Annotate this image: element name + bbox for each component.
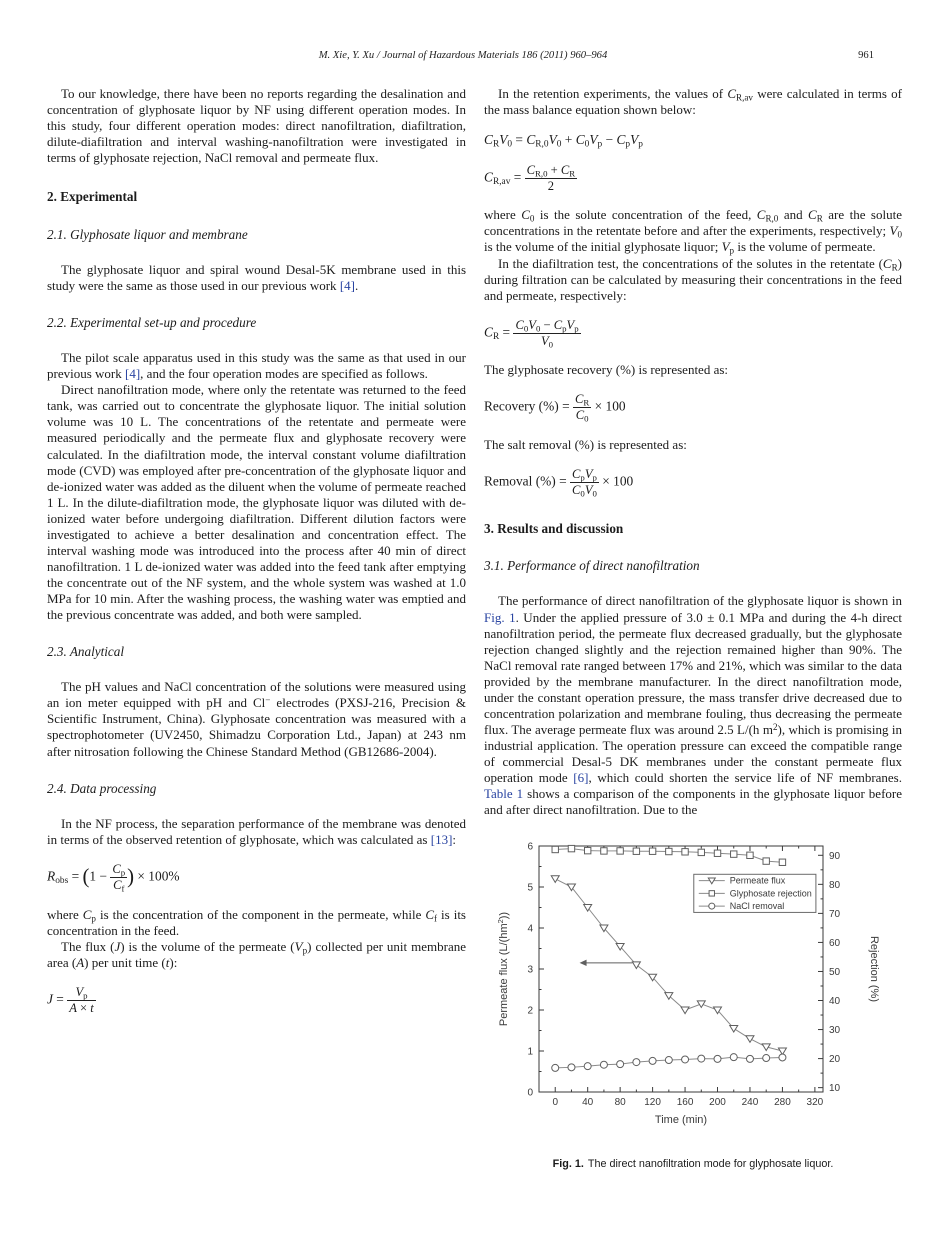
paragraph-2-4-c: The flux (J) is the volume of the permeate $(V_p)$ collected per unit membrane area (A) per unit time (t): — [47, 938, 466, 970]
figure-caption-text: The direct nanofiltration mode for glyphosate liquor. — [587, 1158, 834, 1171]
y-right-tick-label: 70 — [829, 909, 841, 921]
x-tick-label: 0 — [552, 1097, 559, 1109]
y-left-axis-title: Permeate flux $(L/(hm^2))$ — [496, 912, 510, 1027]
x-tick-label: 160 — [676, 1097, 694, 1109]
subsection-heading-3-1: 3.1. Performance of direct nanofiltration — [484, 558, 700, 574]
subsection-heading-2-1: 2.1. Glyphosate liquor and membrane — [47, 226, 248, 242]
equation-observed-retention: $R_{obs} = (1$ − $\frac{C_p}{C_f}$ ) × 100% — [47, 861, 180, 894]
legend-label: NaCl removal — [729, 901, 785, 912]
equation-mass-balance: $C_RV_0 = C_{R,0}V_0 + C_0V_p - C_pV_p$ — [484, 132, 643, 150]
left-column — [47, 86, 466, 1030]
figure-ref: Fig. 1 — [484, 609, 516, 625]
paragraph-diafiltration-test: In the diafiltration test, the concentrations of the solutes in the retentate $(C_R)$ during filtration can be calculated by measuring their concentrations in the feed and permeate, respectively: — [484, 255, 902, 303]
citation-ref: [13] — [430, 831, 453, 847]
paragraph-2-4-b: where $C_p$ is the concentration of the component in the permeate, while $C_f$ is its concentration in the feed. — [47, 906, 466, 938]
y-right-tick-label: 40 — [829, 996, 841, 1008]
paragraph-intro: To our knowledge, there have been no reports regarding the desalination and concentration of glyphosate liquor by NF using different operation modes. In this study, four different operation modes: direct nanofiltration, diafiltration, dilute-diafiltration and interval washing-nanofiltration were investigated in terms of glyphosate rejection, NaCl removal and permeate flux. — [47, 86, 466, 166]
section-heading-results: 3. Results and discussion — [484, 520, 624, 536]
paragraph-2-2-b: Direct nanofiltration mode, where only the retentate was returned to the feed tank, was carried out to concentrate the glyphosate liquor. The initial solution volume was 10 L. The concentrations of the retentate and permeate were measured periodically and the permeate flux and glyphosate recovery were calculated. In the diafiltration mode, the interval constant volume diafiltration mode (CVD) was employed after pre-concentration of the glyphosate liquor and de-ionized water was added as the diluent when the volume of permeate reached 1 L. In the dilute-diafiltration mode, the glyphosate liquor was diluted with de-ionized water before undergoing diafiltration. Different dilution factors were investigated to achieve a better desalination and concentration effect. The interval washing mode was introduced into the process after 40 min of direct nanofiltration. 1 L de-ionized water was added into the feed tank after emptying the concentrate out of the NF system, and the whole system was washed at 1.0 MPa for 10 min. After the washing process, the washing water was emptied and the previous concentrate was added, and both were sampled. — [47, 382, 466, 622]
y-left-tick-label: 2 — [527, 1005, 533, 1017]
table-ref: Table 1 — [484, 786, 524, 802]
paragraph-retention: In the retention experiments, the values of $C_{R,av}$ were calculated in terms of the mass balance equation shown below: — [484, 86, 902, 118]
chart-svg — [493, 834, 893, 1146]
legend-label: Permeate flux — [729, 875, 786, 886]
y-left-tick-label: 3 — [527, 964, 533, 976]
citation-ref: [4] — [125, 366, 141, 382]
y-right-tick-label: 30 — [829, 1025, 841, 1037]
x-tick-label: 120 — [644, 1097, 661, 1109]
paragraph-2-2-a: The pilot scale apparatus used in this study was the same as that used in our previous work [4], and the four operation modes are specified as follows. — [47, 350, 466, 382]
y-left-tick-label: 4 — [527, 923, 533, 935]
y-right-axis-title: Rejection (%) — [868, 936, 880, 1003]
subsection-heading-2-2: 2.2. Experimental set-up and procedure — [47, 314, 257, 330]
x-tick-label: 80 — [614, 1097, 626, 1109]
y-left-tick-label: 5 — [527, 882, 533, 894]
x-tick-label: 280 — [774, 1097, 791, 1109]
x-axis-title: Time (min) — [654, 1114, 708, 1127]
subsection-heading-2-3: 2.3. Analytical — [47, 644, 125, 660]
x-tick-label: 320 — [806, 1097, 824, 1109]
equation-cr: $C_R$ = $\frac{C_0V_0 - C_pV_p}{V_0}$ — [484, 317, 579, 349]
x-tick-label: 240 — [741, 1097, 759, 1109]
paragraph-2-4-a: In the NF process, the separation performance of the membrane was denoted in terms of the observed retention of glyphosate, which was calculated as [13]: — [47, 815, 466, 847]
y-right-tick-label: 80 — [829, 879, 841, 891]
right-column — [484, 86, 902, 1171]
equation-flux: J = $\frac{V_p}{A \times t}$ — [47, 984, 94, 1015]
paragraph-removal-intro: The salt removal (%) is represented as: — [484, 437, 687, 453]
x-tick-label: 200 — [709, 1097, 726, 1109]
equation-recovery: Recovery (%) = $\frac{C_R}{C_0}$ × 100 — [484, 392, 626, 424]
x-tick-label: 40 — [582, 1097, 594, 1109]
paragraph-3-1: The performance of direct nanofiltration of the glyphosate liquor is shown in Fig. 1. Under the applied pressure of 3.0 ± 0.1 MPa and during the 4-h direct nanofiltration period, the permeate flux decreased gradually, but the glyphosate rejection changed slightly and the rejection remained higher than 90%. The NaCl removal rate ranged between 17% and 21%, which was similar to the data provided by the membrane manufacturer. In the direct nanofiltration mode, under the constant operation pressure, the mass transfer drive decreased due to concentration polarization and membrane fouling, thus decreasing the permeate flux. The average permeate flux was around 2.5 L/(h $m^2$), which is promising in industrial application. The operation pressure can exceed the compatible range of commercial Desal-5 DK membranes under the constant permeate flux operation mode [6], which could shorten the service life of NF membranes. Table 1 shows a comparison of the components in the glyphosate liquor before and after direct nanofiltration. Due to the — [484, 593, 903, 818]
y-left-tick-label: 1 — [527, 1046, 533, 1058]
legend-label: Glyphosate rejection — [729, 888, 812, 899]
y-right-tick-label: 60 — [829, 938, 841, 950]
equation-cr-average: $C_{R,av}$ = $\frac{C_{R,0} + C_R}{2}$ — [484, 162, 576, 193]
subsection-heading-2-4: 2.4. Data processing — [47, 780, 157, 796]
paragraph-2-3: The pH values and NaCl concentration of the solutions were measured using an ion meter equipped with pH and Cl− electrodes (PXSJ-216, Precision & Scientific Instrument, China). Glyphosate concentration was measured with a spectrophotometer (UV2450, Shimadzu Corporation Ltd., Japan) at 243 nm after nitrosation following the Chinese Standard Method (GB12686-2004). — [47, 679, 466, 759]
y-right-tick-label: 50 — [829, 967, 841, 979]
equation-removal: Removal (%) = $\frac{C_pV_p}{C_0V_0}$ × 100 — [484, 467, 634, 499]
running-title: M. Xie, Y. Xu / Journal of Hazardous Materials 186 (2011) 960–964 — [318, 50, 608, 61]
y-left-tick-label: 0 — [527, 1087, 533, 1099]
section-heading-experimental: 2. Experimental — [47, 189, 138, 205]
figure-caption-label: Fig. 1. — [552, 1158, 584, 1171]
figure-1 — [484, 834, 902, 1171]
y-right-tick-label: 10 — [829, 1083, 841, 1095]
paragraph-2-1: The glyphosate liquor and spiral wound Desal-5K membrane used in this study were the same as those used in our previous work [4]. — [47, 261, 466, 293]
paragraph-recovery-intro: The glyphosate recovery (%) is represented as: — [484, 362, 729, 378]
citation-ref: [4] — [339, 277, 355, 293]
y-left-tick-label: 6 — [527, 841, 533, 853]
citation-ref: [6] — [573, 770, 589, 785]
figure-caption — [484, 1158, 902, 1171]
y-right-tick-label: 90 — [829, 850, 841, 862]
y-right-tick-label: 20 — [829, 1054, 841, 1066]
page-number: 961 — [858, 50, 874, 61]
paragraph-definitions: where $C_0$ is the solute concentration of the feed, $C_{R,0}$ and $C_R$ are the solute concentrations in the retentate before and after the experiments, respectively; $V_0$ is the volume of the initial glyphosate liquor; $V_p$ is the volume of permeate. — [484, 207, 902, 256]
